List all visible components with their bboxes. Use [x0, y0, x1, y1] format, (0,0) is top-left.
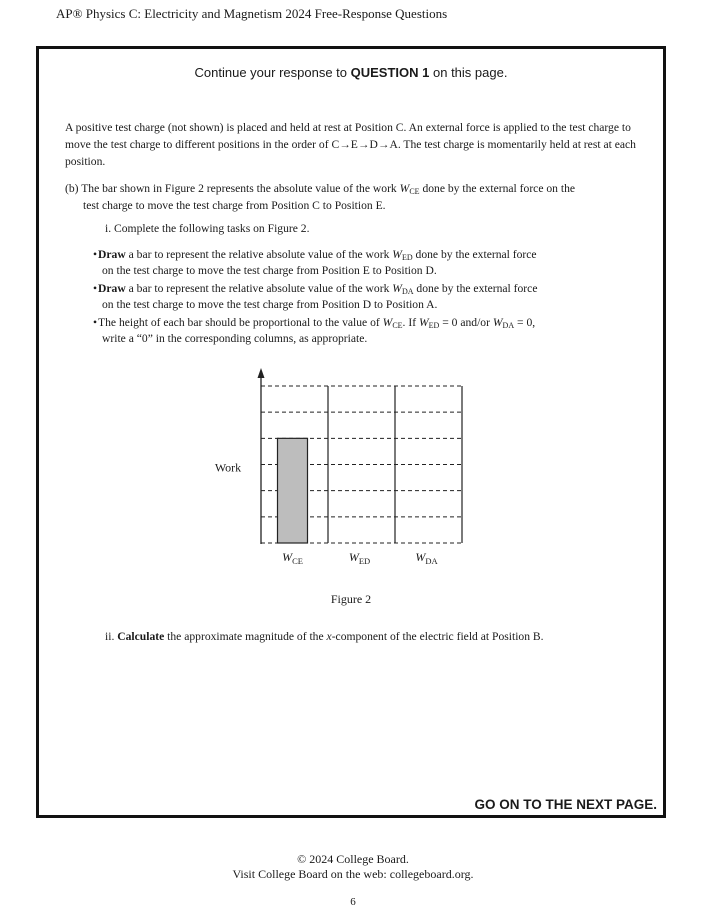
category-label-ed: $W_{ED}$	[348, 550, 371, 566]
y-axis-arrow	[258, 368, 265, 378]
part-b-text: (b) The bar shown in Figure 2 represents the absolute value of the work $W_{CE}$ done by the external force on the test charge to move the test charge from Position C to Position E.	[65, 182, 576, 212]
response-frame	[36, 46, 666, 818]
page-number: 6	[350, 896, 356, 908]
sub-question-i: i. Complete the following tasks on Figure 2.	[105, 222, 310, 235]
bullet-draw-wed: • Draw a bar to represent the relative absolute value of the work $W_{ED}$ done by the external force on the test charge to move the test charge from Position E to Position D.	[93, 248, 537, 277]
bar-WCE	[278, 438, 308, 543]
bullet-bar-height: • The height of each bar should be proportional to the value of $W_{CE}$. If $W_{ED} = 0$ and/or $W_{DA} = 0$, write a “0” in the corresponding columns, as appropriate.	[93, 316, 536, 345]
y-axis-label: Work	[214, 460, 242, 475]
category-label-da: $W_{DA}$	[415, 550, 438, 566]
bullet-draw-wda: • Draw a bar to represent the relative absolute value of the work $W_{DA}$ done by the external force on the test charge to move the test charge from Position D to Position A.	[93, 282, 538, 311]
sub-question-ii: ii. Calculate the approximate magnitude of the x-component of the electric field at Position B.	[105, 630, 544, 643]
figure-2-chart	[39, 49, 663, 609]
footer	[0, 852, 706, 882]
intro-paragraph: A positive test charge (not shown) is placed and held at rest at Position C. An external force is applied to the test charge to move the test charge to different positions in the order of C→E→D→A. The test charge is momentarily held at rest at each position.	[65, 121, 636, 168]
continue-instruction: Continue your response to QUESTION 1 on this page.	[194, 65, 508, 80]
go-on-notice: GO ON TO THE NEXT PAGE.	[474, 797, 657, 812]
figure-caption: Figure 2	[330, 592, 372, 606]
page-header: AP® Physics C: Electricity and Magnetism 2024 Free-Response Questions	[56, 6, 448, 21]
copyright-text: © 2024 College Board.	[297, 852, 409, 866]
category-label-ce: $W_{CE}$	[282, 550, 303, 566]
website-text: Visit College Board on the web: collegeboard.org.	[232, 867, 474, 881]
question-label: QUESTION 1	[350, 65, 430, 80]
